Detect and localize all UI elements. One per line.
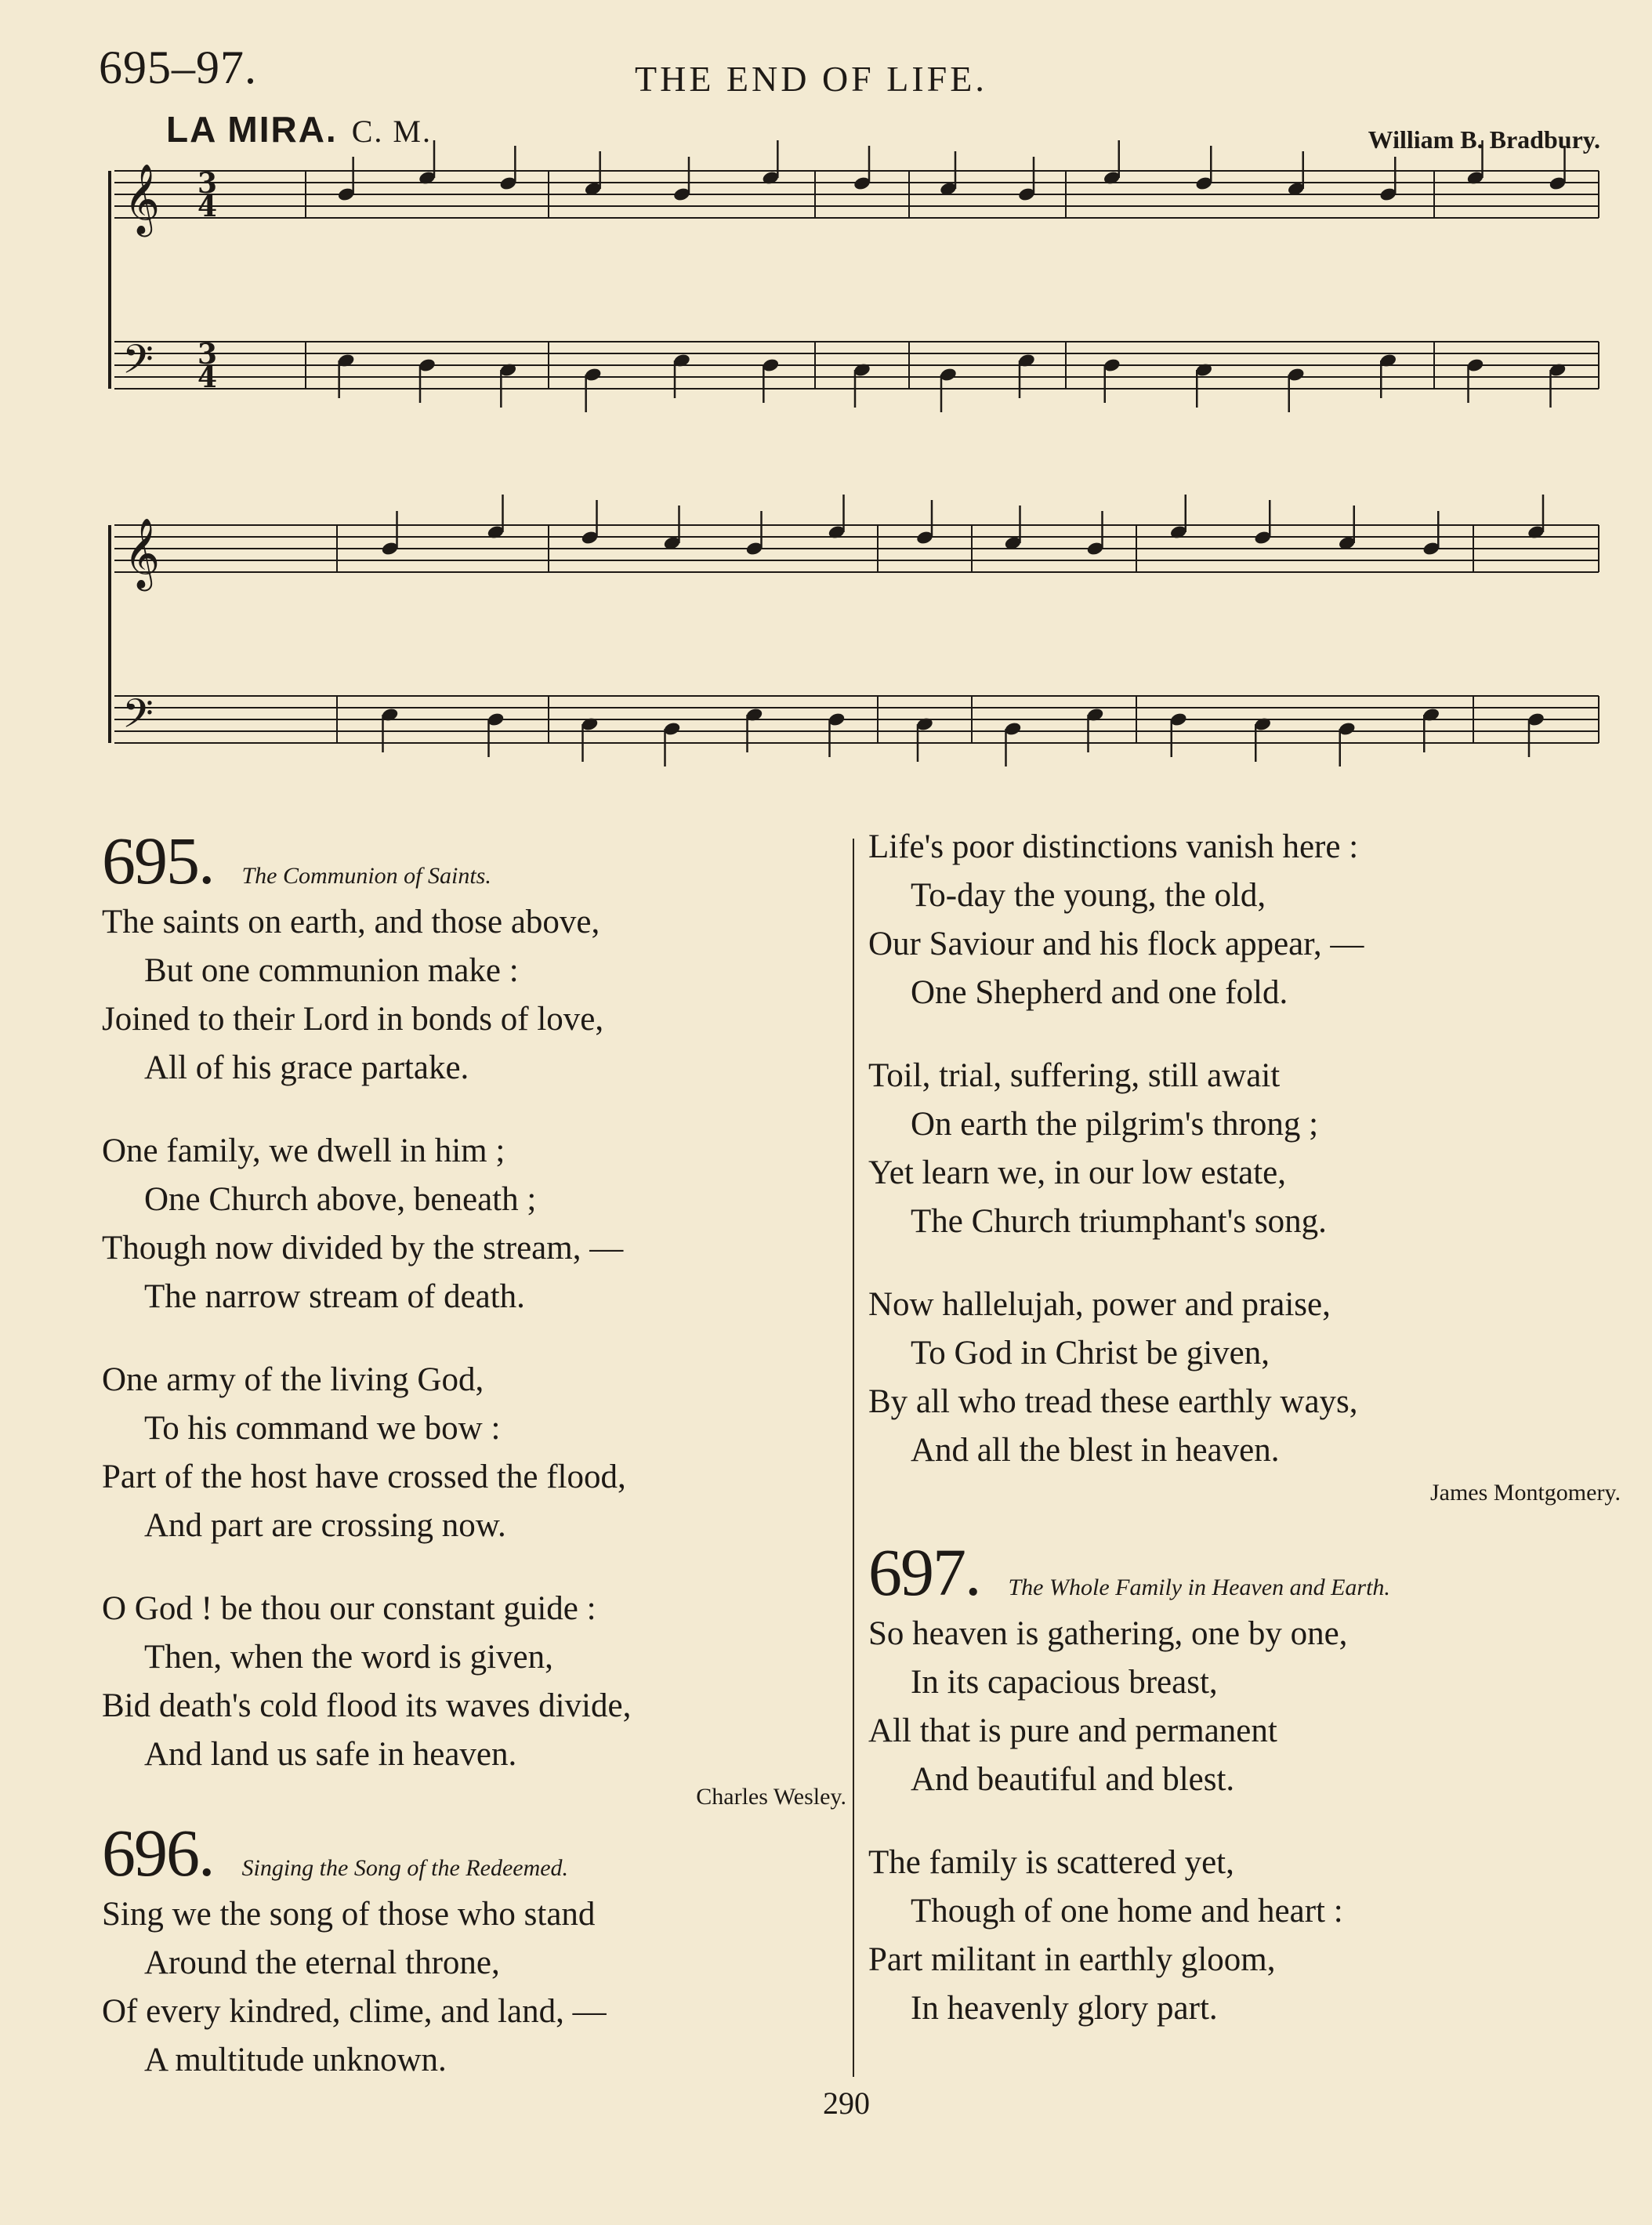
page-number: 290 bbox=[823, 2085, 870, 2121]
hymn-number: 697. bbox=[868, 1535, 980, 1610]
verse-line: O God ! be thou our constant guide : bbox=[102, 1590, 596, 1627]
verse-line: One Shepherd and one fold. bbox=[911, 974, 1288, 1011]
verse-line: On earth the pilgrim's throng ; bbox=[911, 1106, 1319, 1143]
stanza bbox=[868, 1052, 1621, 1246]
verse-line: Joined to their Lord in bonds of love, bbox=[102, 1001, 604, 1038]
verse-line: One Church above, beneath ; bbox=[144, 1181, 537, 1218]
verse-line: The narrow stream of death. bbox=[144, 1278, 525, 1315]
svg-text:𝄞: 𝄞 bbox=[124, 164, 161, 234]
verse-line: The saints on earth, and those above, bbox=[102, 904, 600, 940]
verse-line: In heavenly glory part. bbox=[911, 1990, 1218, 2027]
verse-line: And land us safe in heaven. bbox=[144, 1736, 517, 1773]
verse-line: But one communion make : bbox=[144, 952, 519, 989]
tune-meter: C. M. bbox=[351, 114, 432, 149]
verse-line: All that is pure and permanent bbox=[868, 1712, 1277, 1749]
verse-line: And part are crossing now. bbox=[144, 1507, 506, 1544]
svg-text:4: 4 bbox=[197, 190, 218, 223]
hymn-697-heading bbox=[868, 1535, 1621, 1610]
stanza bbox=[102, 1356, 846, 1550]
stanza bbox=[868, 823, 1621, 1017]
verse-line: Life's poor distinctions vanish here : bbox=[868, 828, 1359, 865]
hymn-697 bbox=[868, 1535, 1621, 2033]
verse-line: Our Saviour and his flock appear, — bbox=[868, 926, 1364, 962]
verse-line: To-day the young, the old, bbox=[911, 877, 1266, 914]
verse-line: One army of the living God, bbox=[102, 1361, 484, 1398]
verse-line: In its capacious breast, bbox=[911, 1664, 1218, 1701]
verse-line: Sing we the song of those who stand bbox=[102, 1896, 596, 1933]
verse-line: So heaven is gathering, one by one, bbox=[868, 1615, 1348, 1652]
hymn-number: 696. bbox=[102, 1815, 214, 1890]
svg-text:𝄞: 𝄞 bbox=[124, 518, 161, 589]
verse-line: The family is scattered yet, bbox=[868, 1844, 1234, 1881]
verse-line: Though of one home and heart : bbox=[911, 1893, 1343, 1930]
hymn-number-range: 695–97. bbox=[99, 42, 257, 93]
verse-line: One family, we dwell in him ; bbox=[102, 1132, 505, 1169]
music-system-1 bbox=[114, 171, 1599, 389]
verse-line: Around the eternal throne, bbox=[144, 1944, 500, 1981]
verse-line: And all the blest in heaven. bbox=[911, 1432, 1280, 1469]
stanza bbox=[868, 1610, 1621, 1804]
svg-text:𝄢: 𝄢 bbox=[122, 335, 154, 393]
hymn-subtitle: Singing the Song of the Redeemed. bbox=[241, 1855, 569, 1881]
system-1-bass-staff bbox=[114, 342, 1599, 389]
verse-line: Now hallelujah, power and praise, bbox=[868, 1286, 1331, 1323]
verse-line: Then, when the word is given, bbox=[144, 1639, 553, 1676]
composer-credit: William B. Bradbury. bbox=[1368, 125, 1600, 154]
stanza bbox=[102, 898, 846, 1093]
hymn-author: Charles Wesley. bbox=[696, 1784, 846, 1810]
stanza bbox=[102, 1585, 846, 1779]
stanza bbox=[102, 1127, 846, 1321]
hymn-695 bbox=[102, 823, 846, 1815]
stanza bbox=[102, 1890, 846, 2085]
hymn-subtitle: The Whole Family in Heaven and Earth. bbox=[1008, 1575, 1390, 1600]
verse-line: Toil, trial, suffering, still await bbox=[868, 1057, 1281, 1094]
svg-text:3: 3 bbox=[197, 167, 218, 200]
tune-name: LA MIRA. bbox=[166, 109, 338, 150]
verse-line: By all who tread these earthly ways, bbox=[868, 1383, 1358, 1420]
hymn-695-heading bbox=[102, 823, 846, 898]
svg-text:𝄢: 𝄢 bbox=[122, 690, 154, 747]
verse-line: To his command we bow : bbox=[144, 1410, 501, 1447]
verse-line: Bid death's cold flood its waves divide, bbox=[102, 1687, 632, 1724]
verse-line: All of his grace partake. bbox=[144, 1049, 469, 1086]
verse-line: Though now divided by the stream, — bbox=[102, 1230, 624, 1267]
svg-text:4: 4 bbox=[197, 361, 218, 394]
hymn-696-heading bbox=[102, 1815, 846, 1890]
column-divider bbox=[853, 839, 854, 2077]
svg-text:3: 3 bbox=[197, 338, 218, 371]
verse-line: Part militant in earthly gloom, bbox=[868, 1941, 1276, 1978]
music-notes bbox=[110, 140, 1599, 766]
left-column bbox=[102, 823, 846, 2085]
verse-line: Part of the host have crossed the flood, bbox=[102, 1459, 626, 1495]
hymn-number: 695. bbox=[102, 823, 214, 898]
stanza bbox=[868, 1281, 1621, 1475]
verse-line: A multitude unknown. bbox=[144, 2042, 447, 2078]
verse-line: And beautiful and blest. bbox=[911, 1761, 1235, 1798]
hymn-author: James Montgomery. bbox=[1429, 1480, 1621, 1506]
system-1-treble-staff bbox=[114, 171, 1599, 218]
music-score bbox=[0, 0, 1652, 831]
hymn-696 bbox=[102, 1815, 846, 2085]
verse-line: Of every kindred, clime, and land, — bbox=[102, 1993, 607, 2030]
verse-line: The Church triumphant's song. bbox=[911, 1203, 1327, 1240]
hymn-696-continued bbox=[868, 823, 1621, 1511]
verse-line: To God in Christ be given, bbox=[911, 1335, 1270, 1372]
hymn-subtitle: The Communion of Saints. bbox=[241, 863, 491, 889]
stanza bbox=[868, 1839, 1621, 2033]
verse-line: Yet learn we, in our low estate, bbox=[868, 1154, 1287, 1191]
right-column bbox=[868, 823, 1621, 2033]
section-title: THE END OF LIFE. bbox=[635, 59, 987, 99]
